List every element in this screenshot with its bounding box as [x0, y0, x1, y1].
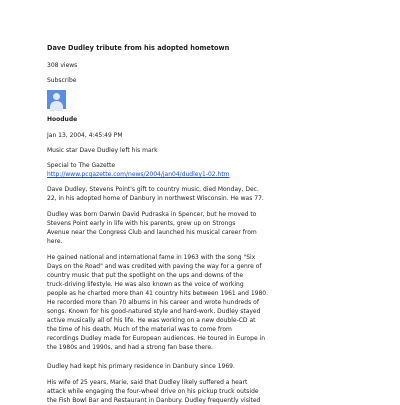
paragraph-line: the time of his death. Much of the material was to come from — [47, 326, 232, 333]
paragraph-1 — [47, 185, 282, 203]
paragraph-line: people as he charted more than 41 country hits between 1961 and 1980. — [47, 290, 269, 297]
paragraph-line: here. — [47, 238, 63, 245]
paragraph-line: Dave Dudley, Stevens Point's gift to country music, died Monday, Dec. — [47, 186, 259, 193]
paragraph-line: recordings Dudley made for European audiences. He toured in Europe in — [47, 335, 266, 342]
post-title: Dave Dudley tribute from his adopted hometown — [47, 44, 230, 52]
paragraph-line: attack while engaging the four-wheel drive on his pickup truck outside — [47, 388, 259, 395]
paragraph-line: the Fish Bowl Bar and Restaurant in Danbury. Dudley frequently visited — [47, 397, 261, 404]
paragraph-line: the 1980s and 1990s, and had a strong fan base there. — [47, 344, 213, 351]
paragraph-line: active musically all of his life. He was working on a new double-CD at — [47, 317, 256, 324]
paragraph-line: Days on the Road" and was credited with paving the way for a genre of — [47, 263, 262, 270]
source-link[interactable]: http://www.pcgazette.com/news/2004/jan04/dudley1-02.htm — [47, 171, 230, 178]
post-date: Jan 13, 2004, 4:45:49 PM — [47, 132, 123, 139]
paragraph-line: Stevens Point early in life with his parents, grew up on Strongs — [47, 220, 236, 227]
paragraph-line: songs. Known for his good-natured style and hard-work, Dudley stayed — [47, 308, 261, 315]
paragraph-line: Dudley was born Darwin David Pudraska in Spencer, but he moved to — [47, 211, 257, 218]
paragraph-line: He recorded more than 70 albums in his career and wrote hundreds of — [47, 299, 259, 306]
paragraph-5 — [47, 378, 282, 405]
paragraph-4 — [47, 362, 282, 371]
paragraph-3 — [47, 253, 282, 352]
view-count: 308 views — [47, 62, 78, 69]
paragraph-line: Dudley had kept his primary residence in Danbury since 1969. — [47, 363, 235, 370]
paragraph-line: Avenue near the Congress Club and launched his musical career from — [47, 229, 257, 236]
author-name[interactable]: Hoodude — [47, 116, 78, 123]
paragraph-2 — [47, 210, 282, 246]
byline: Special to The Gazette — [47, 162, 116, 169]
paragraph-line: 22, in his adopted home of Danbury in northwest Wisconsin. He was 77. — [47, 195, 264, 202]
message-headline: Music star Dave Dudley left his mark — [47, 147, 158, 154]
paragraph-line: country music that put the spotlight on the ups and downs of the — [47, 272, 244, 279]
avatar[interactable] — [47, 90, 66, 109]
user-icon-body — [50, 101, 63, 111]
subscribe-button[interactable]: Subscribe — [47, 77, 77, 84]
paragraph-line: His wife of 25 years, Marie, said that Dudley likely suffered a heart — [47, 379, 248, 386]
paragraph-line: He gained national and international fame in 1963 with the song "Six — [47, 254, 256, 261]
user-icon — [53, 93, 60, 100]
paragraph-line: truck-driving lifestyle. He was also known as the voice of working — [47, 281, 244, 288]
